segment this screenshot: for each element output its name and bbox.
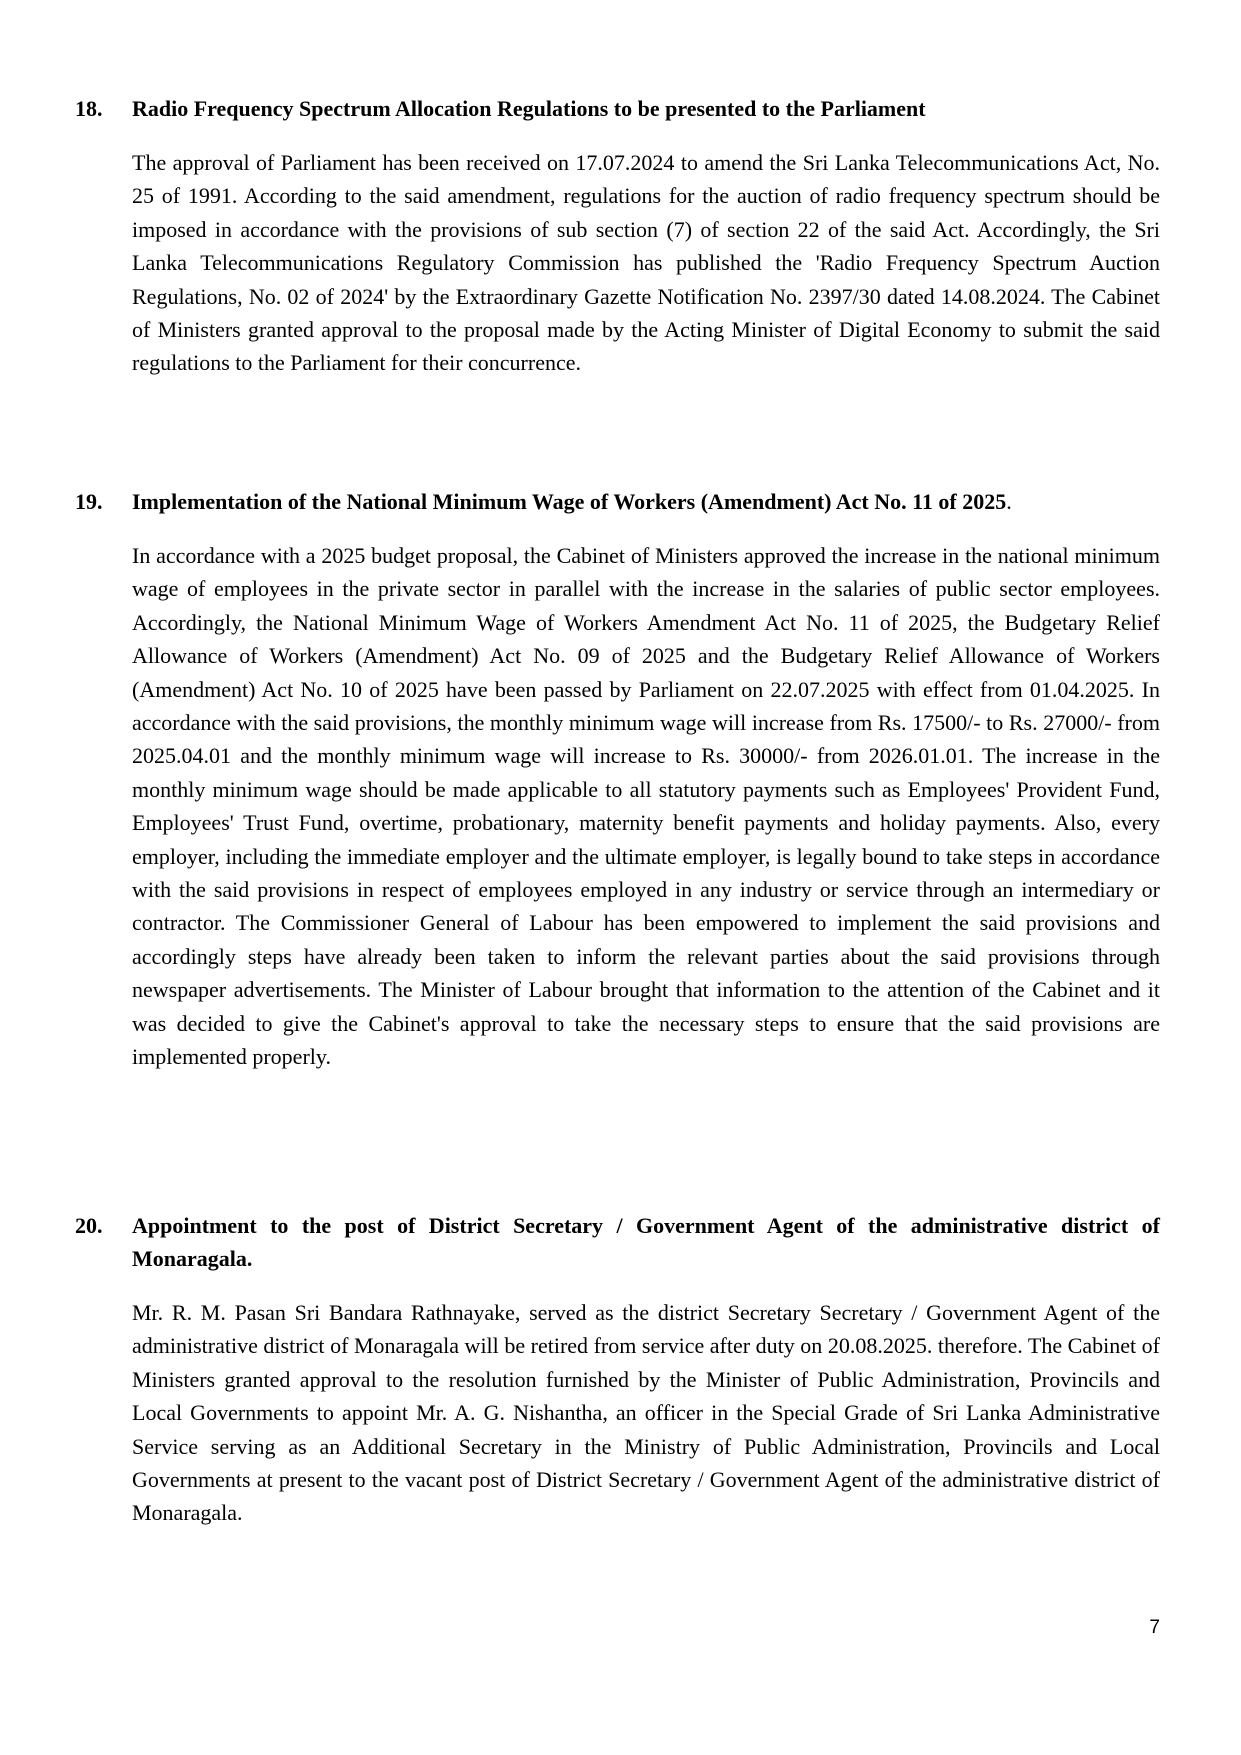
section-title: Implementation of the National Minimum Wage of Workers (Amendment) Act No. 11 of 2025	[132, 489, 1007, 514]
section-number: 18.	[75, 96, 103, 121]
section-title: Radio Frequency Spectrum Allocation Regulations to be presented to the Parliament	[132, 96, 926, 121]
section-heading	[75, 92, 1160, 125]
section-body: Mr. R. M. Pasan Sri Bandara Rathnayake, served as the district Secretary Secretary / Government Agent of the administrative district of Monaragala will be retired from service after duty on 20.08.2025. therefore. The Cabinet of Ministers granted approval to the resolution furnished by the Minister of Public Administration, Provincils and Local Governments to appoint Mr. A. G. Nishantha, an officer in the Special Grade of Sri Lanka Administrative Service serving as an Additional Secretary in the Ministry of Public Administration, Provincils and Local Governments at present to the vacant post of District Secretary / Government Agent of the administrative district of Monaragala.	[132, 1300, 1160, 1526]
section-number: 19.	[75, 489, 103, 514]
section-heading	[75, 1209, 1160, 1275]
section-19	[75, 485, 1160, 1074]
section-18	[75, 92, 1160, 380]
section-20	[75, 1209, 1160, 1530]
section-body: The approval of Parliament has been received on 17.07.2024 to amend the Sri Lanka Telecommunications Act, No. 25 of 1991. According to the said amendment, regulations for the auction of radio frequency spectrum should be imposed in accordance with the provisions of sub section (7) of section 22 of the said Act. Accordingly, the Sri Lanka Telecommunications Regulatory Commission has published the 'Radio Frequency Spectrum Auction Regulations, No. 02 of 2024' by the Extraordinary Gazette Notification No. 2397/30 dated 14.08.2024. The Cabinet of Ministers granted approval to the proposal made by the Acting Minister of Digital Economy to submit the said regulations to the Parliament for their concurrence.	[132, 150, 1160, 376]
section-heading	[75, 485, 1160, 518]
page-number: 7	[1149, 1617, 1160, 1638]
section-title-suffix: .	[1006, 489, 1012, 514]
section-title: Appointment to the post of District Secretary / Government Agent of the administrative district of Monaragala.	[132, 1213, 1160, 1271]
section-title-wrapper	[132, 485, 1160, 518]
section-number: 20.	[75, 1213, 103, 1238]
section-body: In accordance with a 2025 budget proposal, the Cabinet of Ministers approved the increase in the national minimum wage of employees in the private sector in parallel with the increase in the salaries of public sector employees. Accordingly, the National Minimum Wage of Workers Amendment Act No. 11 of 2025, the Budgetary Relief Allowance of Workers (Amendment) Act No. 09 of 2025 and the Budgetary Relief Allowance of Workers (Amendment) Act No. 10 of 2025 have been passed by Parliament on 22.07.2025 with effect from 01.04.2025. In accordance with the said provisions, the monthly minimum wage will increase from Rs. 17500/- to Rs. 27000/- from 2025.04.01 and the monthly minimum wage will increase to Rs. 30000/- from 2026.01.01. The increase in the monthly minimum wage should be made applicable to all statutory payments such as Employees' Provident Fund, Employees' Trust Fund, overtime, probationary, maternity benefit payments and holiday payments. Also, every employer, including the immediate employer and the ultimate employer, is legally bound to take steps in accordance with the said provisions in respect of employees employed in any industry or service through an intermediary or contractor. The Commissioner General of Labour has been empowered to implement the said provisions and accordingly steps have already been taken to inform the relevant parties about the said provisions through newspaper advertisements. The Minister of Labour brought that information to the attention of the Cabinet and it was decided to give the Cabinet's approval to take the necessary steps to ensure that the said provisions are implemented properly.	[132, 543, 1160, 1070]
